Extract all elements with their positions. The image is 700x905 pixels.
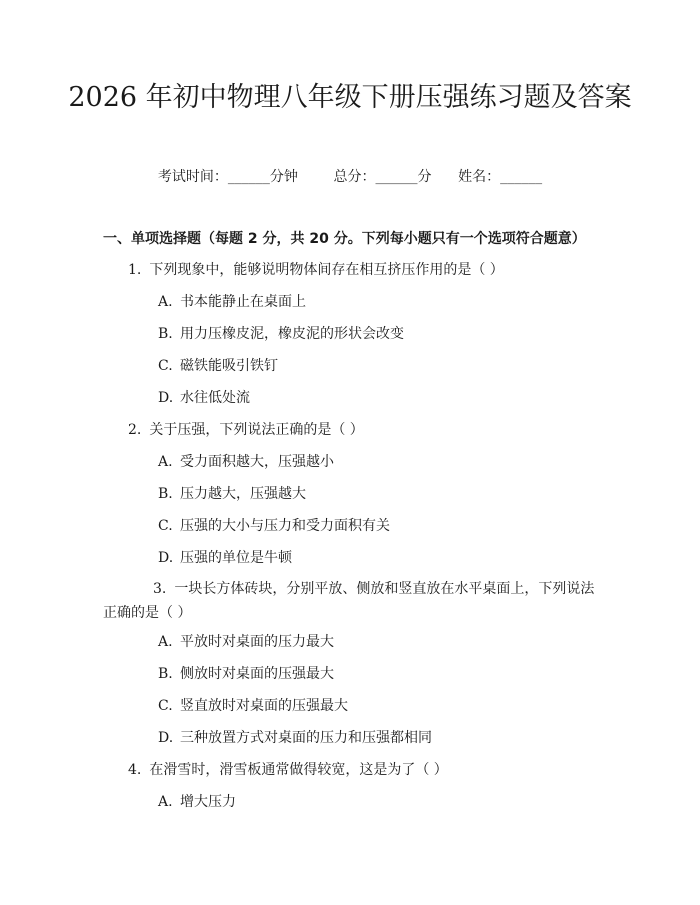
option-3d[interactable] bbox=[158, 728, 432, 748]
question-number: 1. bbox=[128, 262, 142, 278]
option-text: 压强的单位是牛顿 bbox=[180, 550, 292, 566]
time-label: 考试时间： bbox=[157, 169, 228, 185]
option-3c[interactable] bbox=[158, 696, 348, 716]
option-2a[interactable] bbox=[158, 452, 334, 472]
section-heading: 一、单项选择题（每题 2 分，共 20 分。下列每小题只有一个选项符合题意） bbox=[103, 231, 586, 247]
name-blank: ______ bbox=[500, 169, 543, 185]
option-letter: A. bbox=[158, 794, 173, 810]
option-text: 侧放时对桌面的压强最大 bbox=[180, 666, 334, 682]
time-unit: 分钟 bbox=[269, 169, 298, 185]
option-letter: B. bbox=[158, 666, 173, 682]
question-number: 3. bbox=[153, 581, 167, 597]
option-text: 书本能静止在桌面上 bbox=[180, 294, 306, 310]
option-2d[interactable] bbox=[158, 548, 292, 568]
option-text: 用力压橡皮泥，橡皮泥的形状会改变 bbox=[180, 326, 404, 342]
question-number: 2. bbox=[128, 422, 142, 438]
score-label: 总分： bbox=[333, 169, 376, 185]
option-2c[interactable] bbox=[158, 516, 390, 536]
option-3a[interactable] bbox=[158, 632, 334, 652]
question-number: 4. bbox=[128, 762, 142, 778]
option-letter: D. bbox=[158, 390, 174, 406]
option-3b[interactable] bbox=[158, 664, 334, 684]
question-3 bbox=[103, 577, 598, 625]
question-text: 关于压强，下列说法正确的是（ ） bbox=[149, 422, 364, 438]
page-title: 2026 年初中物理八年级下册压强练习题及答案 bbox=[68, 82, 632, 113]
option-letter: D. bbox=[158, 550, 174, 566]
option-text: 三种放置方式对桌面的压力和压强都相同 bbox=[180, 730, 432, 746]
option-text: 压强的大小与压力和受力面积有关 bbox=[180, 518, 390, 534]
option-letter: A. bbox=[158, 634, 173, 650]
name-label: 姓名： bbox=[458, 169, 501, 185]
score-unit: 分 bbox=[417, 169, 432, 185]
question-4 bbox=[128, 759, 598, 781]
score-blank: ______ bbox=[375, 169, 418, 185]
option-text: 水往低处流 bbox=[180, 390, 250, 406]
option-text: 竖直放时对桌面的压强最大 bbox=[180, 698, 348, 714]
option-letter: A. bbox=[158, 454, 173, 470]
question-text: 一块长方体砖块，分别平放、侧放和竖直放在水平桌面上，下列说法正确的是（ ） bbox=[103, 581, 595, 621]
option-letter: C. bbox=[158, 518, 173, 534]
option-1b[interactable] bbox=[158, 324, 404, 344]
option-text: 磁铁能吸引铁钉 bbox=[180, 358, 278, 374]
question-1 bbox=[128, 259, 598, 281]
option-text: 平放时对桌面的压力最大 bbox=[180, 634, 334, 650]
time-blank: ______ bbox=[227, 169, 270, 185]
option-2b[interactable] bbox=[158, 484, 306, 504]
question-text: 下列现象中，能够说明物体间存在相互挤压作用的是（ ） bbox=[149, 262, 504, 278]
option-1a[interactable] bbox=[158, 292, 306, 312]
option-1d[interactable] bbox=[158, 388, 250, 408]
option-text: 增大压力 bbox=[180, 794, 236, 810]
option-letter: A. bbox=[158, 294, 173, 310]
option-text: 压力越大，压强越大 bbox=[180, 486, 306, 502]
option-letter: B. bbox=[158, 486, 173, 502]
option-letter: D. bbox=[158, 730, 174, 746]
option-4a[interactable] bbox=[158, 792, 236, 812]
question-text: 在滑雪时，滑雪板通常做得较宽，这是为了（ ） bbox=[149, 762, 448, 778]
option-text: 受力面积越大，压强越小 bbox=[180, 454, 334, 470]
question-2 bbox=[128, 419, 598, 441]
option-1c[interactable] bbox=[158, 356, 278, 376]
option-letter: C. bbox=[158, 358, 173, 374]
exam-meta bbox=[0, 166, 700, 186]
option-letter: B. bbox=[158, 326, 173, 342]
option-letter: C. bbox=[158, 698, 173, 714]
